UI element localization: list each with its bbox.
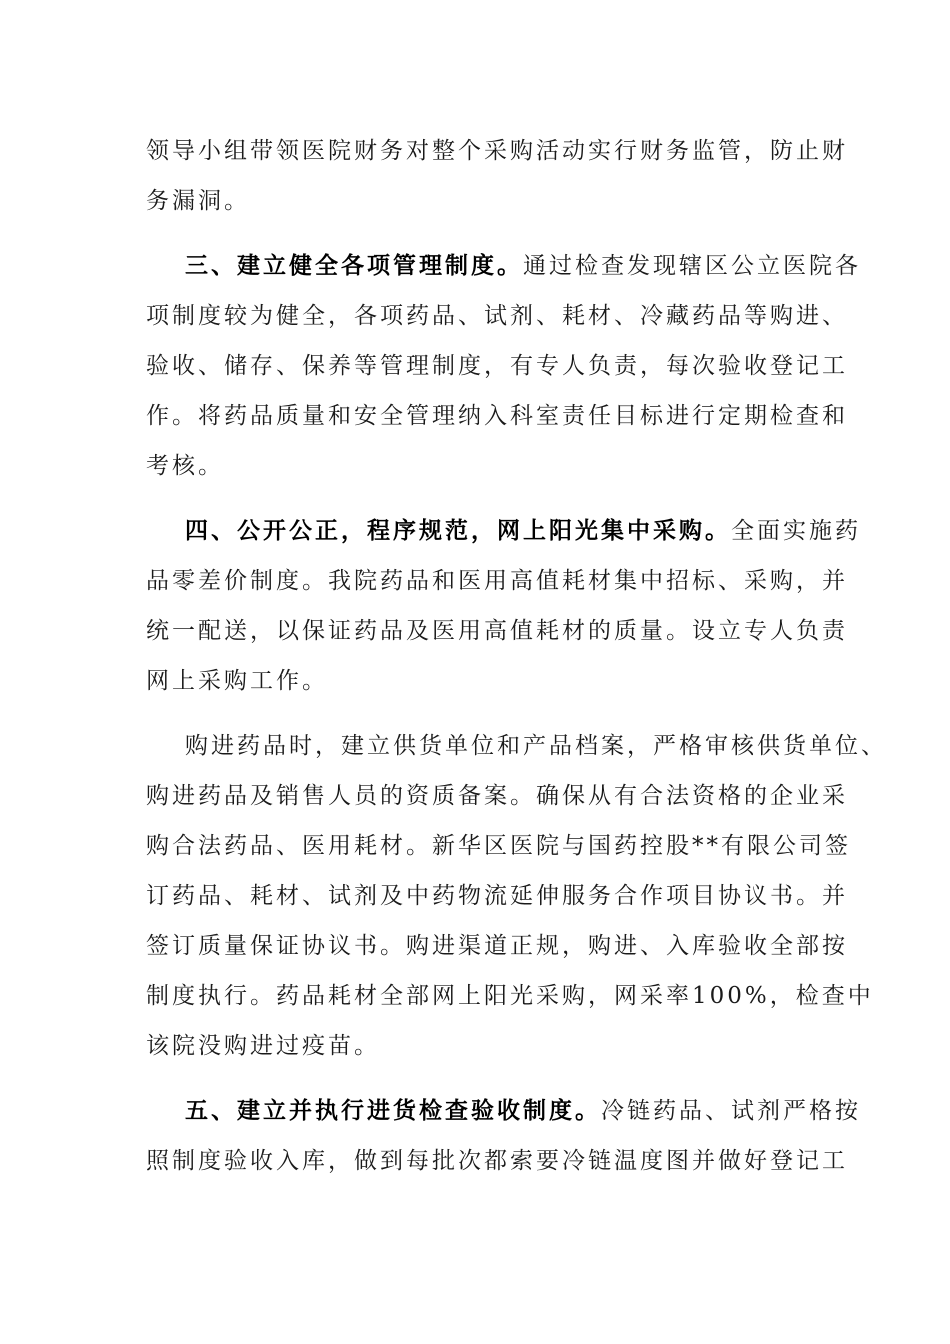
section-four-first-line	[185, 516, 861, 546]
line-text: 该院没购进过疫苗。	[146, 1033, 380, 1059]
line-text: 制度执行。药品耗材全部网上阳光采购，网采率100%，检查中	[146, 983, 874, 1009]
paragraph-line	[146, 616, 848, 646]
line-text: 项制度较为健全，各项药品、试剂、耗材、冷藏药品等购进、	[146, 303, 848, 329]
paragraph-line	[146, 186, 250, 216]
paragraph-line	[146, 301, 848, 331]
paragraph-line	[146, 566, 848, 596]
paragraph-line	[146, 666, 328, 696]
line-text: 验收、储存、保养等管理制度，有专人负责，每次验收登记工	[146, 353, 848, 379]
paragraph-line	[146, 981, 874, 1011]
line-text: 签订质量保证协议书。购进渠道正规，购进、入库验收全部按	[146, 933, 848, 959]
line-text: 领导小组带领医院财务对整个采购活动实行财务监管，防止财	[146, 138, 848, 164]
section-five-first-line	[185, 1096, 861, 1126]
section-heading: 四、公开公正，程序规范，网上阳光集中采购。	[185, 517, 731, 544]
paragraph-line	[146, 881, 848, 911]
line-text: 务漏洞。	[146, 188, 250, 214]
line-text: 订药品、耗材、试剂及中药物流延伸服务合作项目协议书。并	[146, 883, 848, 909]
line-text: 品零差价制度。我院药品和医用高值耗材集中招标、采购，并	[146, 568, 848, 594]
paragraph-line	[146, 931, 848, 961]
line-text: 通过检查发现辖区公立医院各	[523, 253, 861, 279]
line-text: 照制度验收入库，做到每批次都索要冷链温度图并做好登记工	[146, 1148, 848, 1174]
section-heading: 五、建立并执行进货检查验收制度。	[185, 1097, 601, 1124]
line-text: 网上采购工作。	[146, 668, 328, 694]
line-text: 全面实施药	[731, 518, 861, 544]
paragraph-line	[146, 831, 851, 861]
section-heading: 三、建立健全各项管理制度。	[185, 252, 523, 279]
section-three-first-line	[185, 251, 861, 281]
line-text: 统一配送，以保证药品及医用高值耗材的质量。设立专人负责	[146, 618, 848, 644]
line-text: 购合法药品、医用耗材。新华区医院与国药控股**有限公司签	[146, 833, 851, 859]
paragraph-first-line	[185, 731, 887, 761]
line-text: 考核。	[146, 453, 224, 479]
paragraph-line	[146, 351, 848, 381]
line-text: 购进药品时，建立供货单位和产品档案，严格审核供货单位、	[185, 733, 887, 759]
paragraph-line	[146, 781, 848, 811]
paragraph-line	[146, 1031, 380, 1061]
paragraph-line	[146, 401, 848, 431]
line-text: 购进药品及销售人员的资质备案。确保从有合法资格的企业采	[146, 783, 848, 809]
paragraph-line	[146, 136, 848, 166]
paragraph-line	[146, 1146, 848, 1176]
paragraph-line	[146, 451, 224, 481]
line-text: 作。将药品质量和安全管理纳入科室责任目标进行定期检查和	[146, 403, 848, 429]
line-text: 冷链药品、试剂严格按	[601, 1098, 861, 1124]
